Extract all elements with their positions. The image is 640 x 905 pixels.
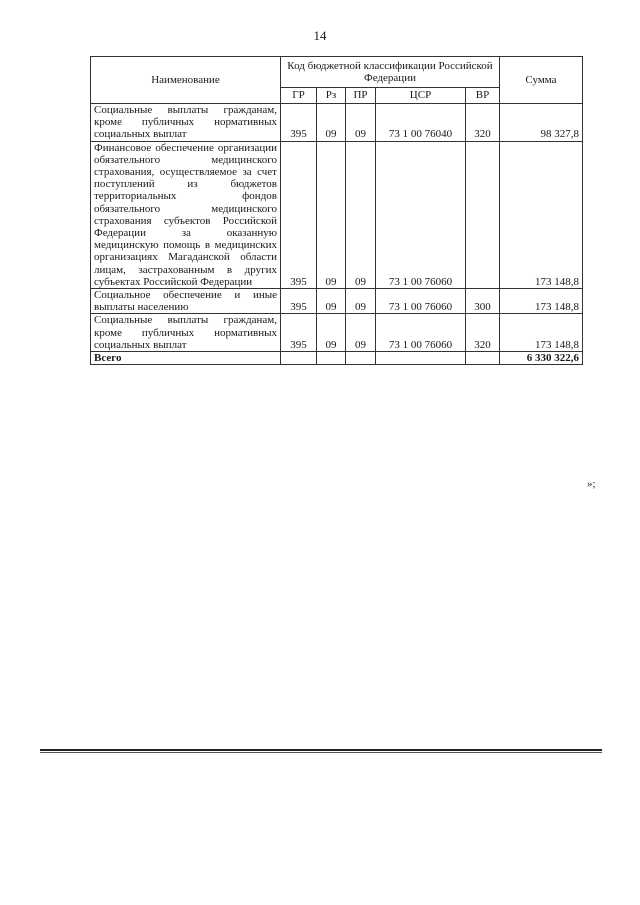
row-sum: 173 148,8 — [500, 289, 583, 314]
table-row — [91, 314, 583, 352]
header-rz: Рз — [317, 88, 346, 104]
budget-table — [90, 56, 583, 365]
table-row — [91, 289, 583, 314]
header-pr: ПР — [346, 88, 376, 104]
total-row — [91, 352, 583, 365]
row-pr: 09 — [346, 141, 376, 288]
header-vr: ВР — [466, 88, 500, 104]
row-gr: 395 — [281, 289, 317, 314]
row-vr: 320 — [466, 314, 500, 352]
footer-rule-thin — [40, 752, 602, 753]
header-code-group: Код бюджетной классификации Российской Федерации — [281, 57, 500, 88]
row-sum: 173 148,8 — [500, 314, 583, 352]
row-name: Финансовое обеспечение организации обязательного медицинского страхования, осуществляемое за счет поступлений из бюджетов территориальных фондов обязательного медицинского страхования субъектов Российской Федерации за оказанную медицинскую помощь в медицинских организациях Магаданской области лицам, застрахованным в других субъектах Российской Федерации — [91, 141, 281, 288]
row-gr: 395 — [281, 141, 317, 288]
row-vr: 320 — [466, 104, 500, 142]
row-vr — [466, 141, 500, 288]
row-gr: 395 — [281, 104, 317, 142]
row-vr: 300 — [466, 289, 500, 314]
table-row — [91, 104, 583, 142]
row-pr: 09 — [346, 314, 376, 352]
total-empty-cell — [346, 352, 376, 365]
header-sum: Сумма — [500, 57, 583, 104]
header-gr: ГР — [281, 88, 317, 104]
header-row-top — [91, 57, 583, 88]
row-csr: 73 1 00 76040 — [376, 104, 466, 142]
row-csr: 73 1 00 76060 — [376, 141, 466, 288]
total-empty-cell — [317, 352, 346, 365]
row-gr: 395 — [281, 314, 317, 352]
row-sum: 98 327,8 — [500, 104, 583, 142]
closing-quote-mark: »; — [587, 478, 596, 490]
row-pr: 09 — [346, 289, 376, 314]
header-csr: ЦСР — [376, 88, 466, 104]
row-rz: 09 — [317, 104, 346, 142]
row-csr: 73 1 00 76060 — [376, 314, 466, 352]
row-rz: 09 — [317, 289, 346, 314]
total-sum: 6 330 322,6 — [500, 352, 583, 365]
row-csr: 73 1 00 76060 — [376, 289, 466, 314]
page-number: 14 — [313, 28, 327, 43]
total-empty-cell — [281, 352, 317, 365]
footer-rule-thick — [40, 749, 602, 751]
row-pr: 09 — [346, 104, 376, 142]
row-name: Социальные выплаты гражданам, кроме публичных нормативных социальных выплат — [91, 314, 281, 352]
header-name: Наименование — [91, 57, 281, 104]
row-rz: 09 — [317, 141, 346, 288]
table-row — [91, 141, 583, 288]
total-empty-cell — [376, 352, 466, 365]
row-name: Социальное обеспечение и иные выплаты населению — [91, 289, 281, 314]
row-sum: 173 148,8 — [500, 141, 583, 288]
total-label: Всего — [91, 352, 281, 365]
row-rz: 09 — [317, 314, 346, 352]
row-name: Социальные выплаты гражданам, кроме публичных нормативных социальных выплат — [91, 104, 281, 142]
total-empty-cell — [466, 352, 500, 365]
